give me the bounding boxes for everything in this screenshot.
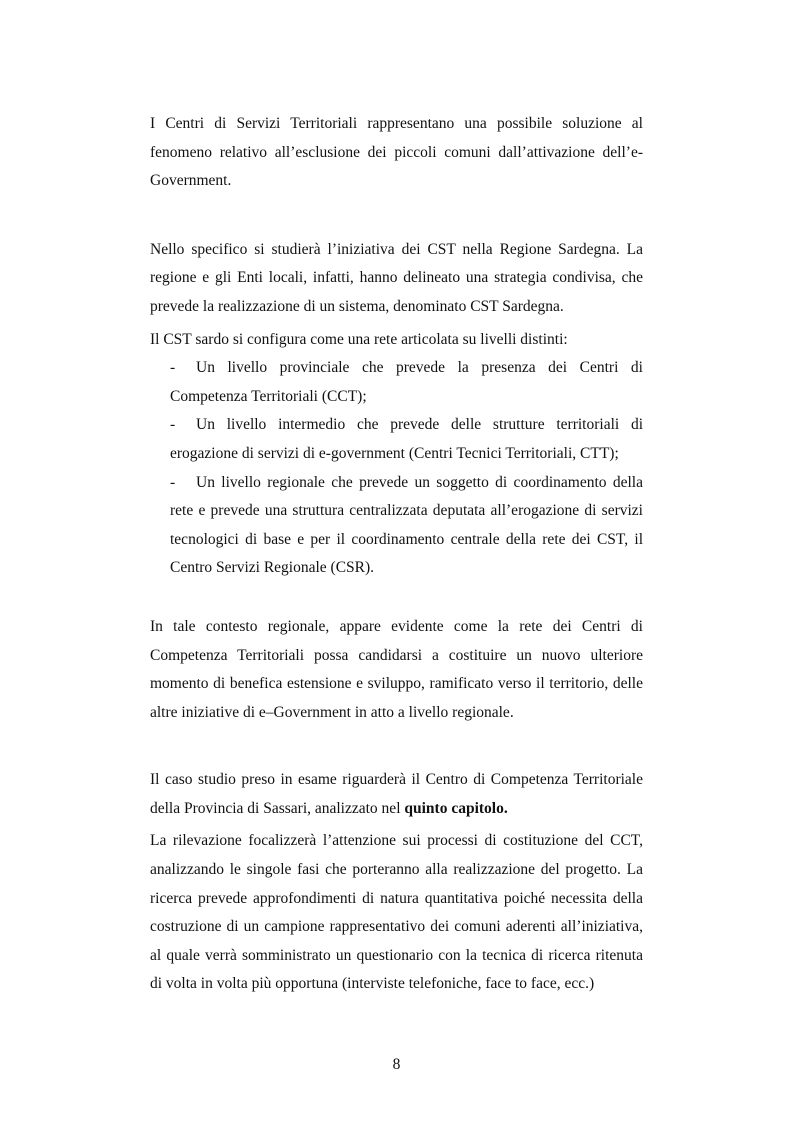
bullet-dash: - bbox=[170, 359, 176, 377]
paragraph-intro: I Centri di Servizi Territoriali rappresentano una possibile soluzione al fenomeno relativo all’esclusione dei piccoli comuni dall’attivazione dell’e-Government. bbox=[150, 115, 643, 190]
list-item bbox=[170, 411, 643, 468]
list-item bbox=[170, 469, 643, 583]
paragraph-regional-context: In tale contesto regionale, appare evidente come la rete dei Centri di Competenza Territoriali possa candidarsi a costituire un nuovo ulteriore momento di benefica estensione e sviluppo, ramificato verso il territorio, delle altre iniziative di e–Government in atto a livello regionale. bbox=[150, 617, 643, 721]
list-item-text: Un livello provinciale che prevede la presenza dei Centri di Competenza Territoriali (CCT); bbox=[170, 359, 643, 405]
paragraph-sardegna: Nello specifico si studierà l’iniziativa dei CST nella Regione Sardegna. La regione e gli Enti locali, infatti, hanno delineato una strategia condivisa, che prevede la realizzazione di un sistema, denominato CST Sardegna. bbox=[150, 240, 643, 315]
list-item-text: Un livello regionale che prevede un soggetto di coordinamento della rete e prevede una struttura centralizzata deputata all’erogazione di servizi tecnologici di base e per il coordinamento centrale della rete dei CST, il Centro Servizi Regionale (CSR). bbox=[170, 473, 643, 577]
list-item bbox=[170, 354, 643, 411]
page-number: 8 bbox=[392, 1056, 401, 1073]
case-study-chapter: quinto capitolo. bbox=[404, 799, 508, 817]
bullet-dash: - bbox=[170, 473, 176, 491]
paragraph-cst-levels: Il CST sardo si configura come una rete articolata su livelli distinti: bbox=[150, 330, 568, 348]
list-item-text: Un livello intermedio che prevede delle strutture territoriali di erogazione di servizi di e-government (Centri Tecnici Territoriali, CTT); bbox=[170, 416, 643, 462]
case-study-text: Il caso studio preso in esame riguarderà il Centro di Competenza Territoriale della Provincia di Sassari, analizzato nel bbox=[150, 771, 643, 817]
paragraph-case-study bbox=[150, 766, 643, 823]
paragraph-survey: La rilevazione focalizzerà l’attenzione sui processi di costituzione del CCT, analizzando le singole fasi che porteranno alla realizzazione del progetto. La ricerca prevede approfondimenti di natura quantitativa poiché necessita della costruzione di un campione rappresentativo dei comuni aderenti all’iniziativa, al quale verrà somministrato un questionario con la tecnica di ricerca ritenuta di volta in volta più opportuna (interviste telefoniche, face to face, ecc.) bbox=[150, 832, 643, 993]
levels-list bbox=[150, 354, 643, 583]
document-body bbox=[150, 110, 643, 999]
bullet-dash: - bbox=[170, 416, 176, 434]
